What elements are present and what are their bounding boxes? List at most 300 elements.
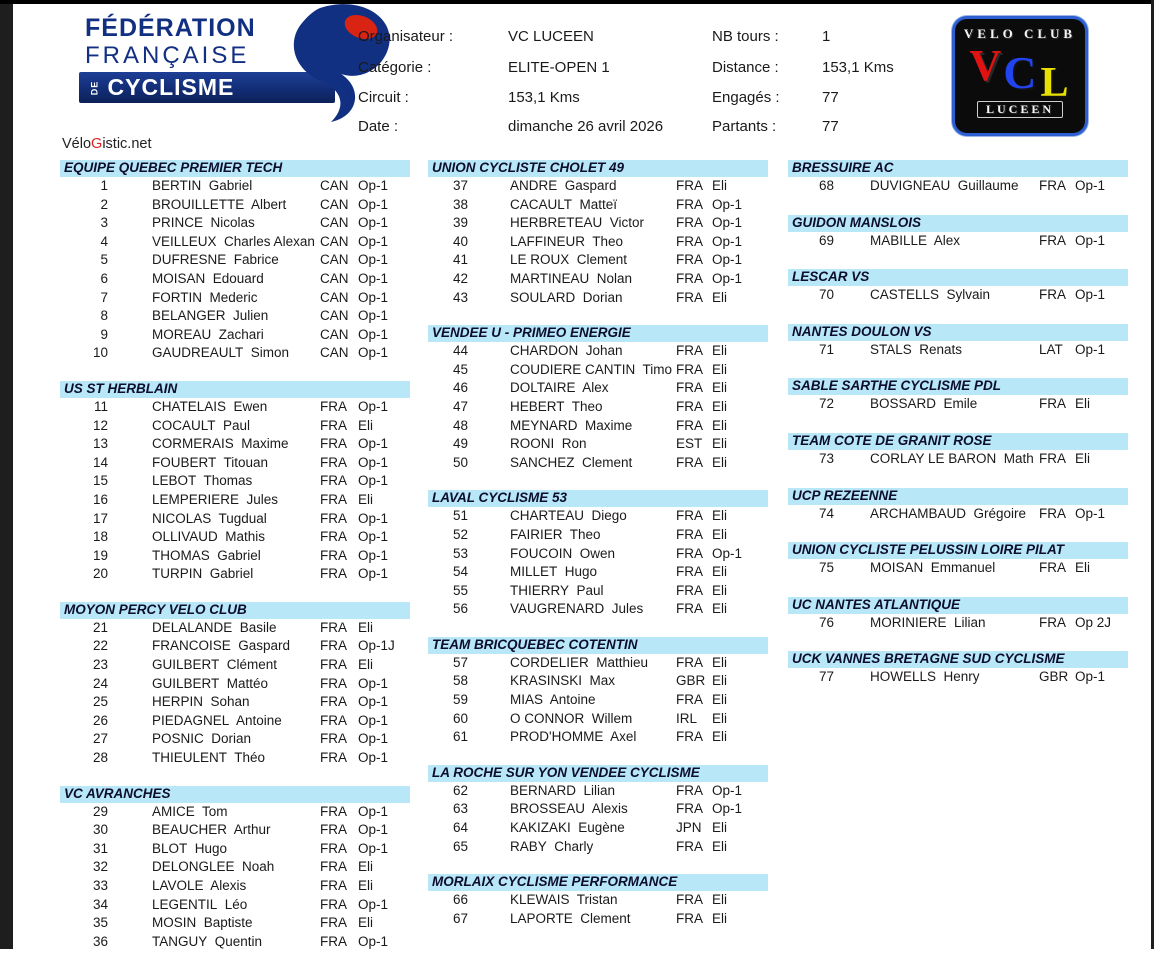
rider-name: GUILBERT Mattéo	[152, 675, 269, 691]
rider-category: Eli	[358, 657, 374, 673]
velogistic-post: istic.net	[102, 136, 152, 152]
rider-category: Eli	[1075, 560, 1091, 576]
rider-bib-number: 16	[92, 491, 108, 507]
rider-category: Eli	[712, 692, 728, 708]
ffc-logo	[55, 8, 355, 123]
rider-category: Eli	[712, 436, 728, 452]
rider-bib-number: 48	[452, 417, 468, 433]
rider-category: Eli	[358, 915, 374, 931]
rider-nationality: FRA	[320, 822, 347, 838]
rider-category: Op-1	[1075, 287, 1106, 303]
rider-row	[788, 505, 1128, 524]
rider-bib-number: 64	[452, 820, 468, 836]
team-name-header: UNION CYCLISTE PELUSSIN LOIRE PILAT	[788, 542, 1128, 559]
rider-name: DELALANDE Basile	[152, 619, 277, 635]
rider-name: LEGENTIL Léo	[152, 896, 248, 912]
team-name-header: LA ROCHE SUR YON VENDEE CYCLISME	[428, 765, 768, 782]
rider-category: Eli	[712, 820, 728, 836]
rider-name: BROSSEAU Alexis	[510, 801, 628, 817]
rider-category: Op-1	[1075, 341, 1106, 357]
rider-category: Op-1	[358, 196, 389, 212]
team-name-header: UNION CYCLISTE CHOLET 49	[428, 160, 768, 177]
team-name-header: SABLE SARTHE CYCLISME PDL	[788, 378, 1128, 395]
roster-column-2	[428, 160, 768, 946]
team-name-header: UCP REZEENNE	[788, 488, 1128, 505]
rider-row	[428, 454, 768, 473]
rider-row	[60, 417, 410, 436]
rider-row	[428, 361, 768, 380]
rider-row	[788, 614, 1128, 633]
rider-row	[60, 840, 410, 859]
circuit-label: Circuit :	[358, 89, 409, 106]
rider-name: TURPIN Gabriel	[152, 566, 254, 582]
rider-category: Op-1	[358, 840, 389, 856]
vcl-velo-club-text: VELO CLUB	[963, 26, 1077, 41]
rider-category: Eli	[712, 910, 728, 926]
rider-bib-number: 52	[452, 526, 468, 542]
rider-row	[428, 398, 768, 417]
rider-category: Op-1	[358, 289, 389, 305]
team-block	[788, 215, 1128, 251]
rider-category: Op-1	[358, 308, 389, 324]
team-name-header: VENDEE U - PRIMEO ENERGIE	[428, 325, 768, 342]
rider-nationality: JPN	[676, 820, 702, 836]
rider-name: BOSSARD Emile	[870, 396, 978, 412]
rider-name: CHARTEAU Diego	[510, 508, 627, 524]
ffc-logo-francaise-text: FRANÇAISE	[85, 42, 250, 69]
rider-name: MARTINEAU Nolan	[510, 270, 633, 286]
rider-row	[788, 668, 1128, 687]
rider-bib-number: 2	[100, 196, 108, 212]
rider-bib-number: 38	[452, 196, 468, 212]
rider-nationality: FRA	[676, 564, 703, 580]
rider-bib-number: 47	[452, 398, 468, 414]
rider-nationality: FRA	[676, 692, 703, 708]
ffc-logo-federation-text: FÉDÉRATION	[85, 14, 256, 42]
rider-nationality: FRA	[320, 840, 347, 856]
rider-category: Eli	[358, 878, 374, 893]
team-block	[788, 160, 1128, 196]
rider-name: FOUBERT Titouan	[152, 454, 269, 470]
rider-name: CHATELAIS Ewen	[152, 398, 268, 414]
rider-bib-number: 36	[92, 933, 108, 949]
rider-nationality: FRA	[676, 343, 703, 359]
rider-category: Op-1	[358, 750, 389, 766]
rider-bib-number: 40	[452, 233, 468, 249]
rider-bib-number: 4	[100, 233, 108, 249]
rider-row	[428, 654, 768, 673]
rider-row	[428, 270, 768, 289]
rider-category: Eli	[712, 673, 728, 689]
rider-bib-number: 37	[452, 178, 468, 193]
rider-row	[788, 450, 1128, 469]
rider-name: STALS Renats	[870, 341, 963, 357]
rider-row	[60, 693, 410, 712]
rider-nationality: CAN	[320, 308, 349, 324]
rider-bib-number: 59	[452, 692, 468, 708]
team-name-header: BRESSUIRE AC	[788, 160, 1128, 177]
ffc-logo-de-text: DE	[89, 80, 100, 95]
rider-name: THIERRY Paul	[510, 582, 604, 598]
rider-category: Eli	[712, 289, 728, 305]
rider-bib-number: 11	[93, 398, 108, 414]
rider-bib-number: 51	[452, 508, 468, 524]
rider-row	[428, 728, 768, 747]
rider-row	[60, 307, 410, 326]
rider-nationality: FRA	[320, 878, 347, 893]
rider-name: BERTIN Gabriel	[152, 178, 253, 193]
rider-category: Op-1	[1075, 232, 1106, 248]
rider-bib-number: 17	[92, 510, 108, 526]
rider-row	[788, 559, 1128, 578]
rider-name: CORDELIER Matthieu	[510, 654, 649, 670]
engages-label: Engagés :	[712, 89, 780, 106]
team-block	[428, 637, 768, 747]
rider-row	[60, 233, 410, 252]
rider-category: Op-1	[712, 233, 743, 249]
team-block	[788, 378, 1128, 414]
rider-nationality: FRA	[320, 915, 347, 931]
rider-category: Op-1	[358, 566, 389, 582]
rider-name: SANCHEZ Clement	[510, 454, 633, 470]
rider-name: LEMPERIERE Jules	[152, 491, 279, 507]
rider-name: MOISAN Emmanuel	[870, 560, 996, 576]
team-name-header: UCK VANNES BRETAGNE SUD CYCLISME	[788, 651, 1128, 668]
rider-bib-number: 30	[92, 822, 108, 838]
categorie-label: Catégorie :	[358, 59, 432, 76]
rider-category: Op-1	[358, 215, 389, 231]
rider-nationality: FRA	[676, 601, 703, 617]
rider-bib-number: 3	[100, 215, 108, 231]
rider-name: MEYNARD Maxime	[510, 417, 633, 433]
rider-bib-number: 13	[92, 436, 108, 452]
rider-nationality: FRA	[676, 380, 703, 396]
rider-row	[428, 233, 768, 252]
team-block	[788, 542, 1128, 578]
rider-category: Op-1	[358, 510, 389, 526]
rider-category: Eli	[712, 178, 728, 193]
rider-row	[60, 547, 410, 566]
rider-category: Eli	[712, 361, 728, 377]
rider-category: Op-1	[358, 803, 389, 819]
window-edge-left	[0, 0, 13, 949]
vcl-initials	[955, 41, 1085, 106]
rider-name: HOWELLS Henry	[870, 669, 980, 685]
velogistic-watermark	[62, 136, 151, 152]
rider-row	[788, 232, 1128, 251]
rider-nationality: FRA	[676, 361, 703, 377]
rider-row	[60, 565, 410, 584]
rider-nationality: FRA	[1039, 287, 1066, 303]
rider-category: Eli	[1075, 396, 1091, 412]
roster-column-1	[60, 160, 410, 969]
rider-bib-number: 35	[92, 915, 108, 931]
rider-name: PIEDAGNEL Antoine	[152, 712, 282, 728]
rider-category: Op-1	[1075, 669, 1106, 685]
rider-nationality: FRA	[1039, 396, 1066, 412]
rider-name: LEBOT Thomas	[152, 473, 253, 489]
rider-name: FAIRIER Theo	[510, 526, 601, 542]
rider-name: HEBERT Theo	[510, 398, 603, 414]
rider-nationality: FRA	[320, 750, 347, 766]
rider-bib-number: 21	[92, 619, 108, 635]
vcl-letter-l: L	[1040, 60, 1069, 106]
vcl-luceen-text: LUCEEN	[977, 101, 1063, 118]
rider-row	[428, 600, 768, 619]
rider-nationality: FRA	[320, 454, 347, 470]
rider-category: Eli	[712, 654, 728, 670]
rider-row	[428, 379, 768, 398]
rider-nationality: FRA	[320, 694, 347, 710]
rider-row	[60, 821, 410, 840]
rider-name: OLLIVAUD Mathis	[152, 529, 266, 545]
rider-name: AMICE Tom	[152, 803, 228, 819]
rider-bib-number: 45	[452, 361, 468, 377]
rider-nationality: FRA	[676, 454, 703, 470]
rider-row	[428, 672, 768, 691]
rider-category: Eli	[358, 619, 374, 635]
rider-bib-number: 68	[818, 178, 834, 193]
rider-name: ROONI Ron	[510, 436, 587, 452]
rider-nationality: FRA	[676, 289, 703, 305]
rider-bib-number: 31	[92, 840, 108, 856]
distance-value: 153,1 Kms	[822, 59, 894, 76]
team-name-header: LESCAR VS	[788, 269, 1128, 286]
rider-category: Eli	[1075, 450, 1091, 466]
rider-nationality: FRA	[676, 545, 703, 561]
rider-nationality: CAN	[320, 289, 349, 305]
ffc-logo-cyclisme-text: CYCLISME	[107, 74, 235, 100]
team-block	[788, 488, 1128, 524]
rider-name: MOREAU Zachari	[152, 326, 264, 342]
rider-name: MIAS Antoine	[510, 692, 596, 708]
rider-category: Op-1	[358, 398, 389, 414]
roster-column-3	[788, 160, 1128, 706]
rider-name: LAFFINEUR Theo	[510, 233, 624, 249]
rider-nationality: CAN	[320, 326, 349, 342]
rider-category: Eli	[358, 417, 374, 433]
rider-name: LAVOLE Alexis	[152, 878, 247, 893]
rider-nationality: FRA	[676, 252, 703, 268]
team-name-header: US ST HERBLAIN	[60, 381, 410, 398]
rider-bib-number: 9	[100, 326, 108, 342]
rider-nationality: FRA	[676, 782, 703, 798]
rider-nationality: FRA	[320, 529, 347, 545]
rider-row	[60, 637, 410, 656]
rider-name: DOLTAIRE Alex	[510, 380, 609, 396]
rider-row	[788, 395, 1128, 414]
rider-category: Op-1	[358, 896, 389, 912]
rider-bib-number: 8	[100, 308, 108, 324]
rider-bib-number: 29	[92, 803, 108, 819]
rider-category: Op-1	[358, 547, 389, 563]
vcl-letter-c: C	[1003, 47, 1037, 98]
rider-nationality: FRA	[320, 566, 347, 582]
rider-row	[788, 286, 1128, 305]
rider-row	[60, 656, 410, 675]
rider-nationality: IRL	[676, 710, 698, 726]
rider-name: COUDIERE CANTIN Timo	[510, 361, 673, 377]
rider-row	[60, 454, 410, 473]
rider-category: Eli	[712, 601, 728, 617]
rider-row	[60, 896, 410, 915]
rider-name: THOMAS Gabriel	[152, 547, 261, 563]
rider-row	[60, 251, 410, 270]
rider-bib-number: 1	[100, 178, 108, 193]
rider-row	[428, 782, 768, 801]
rider-name: VAUGRENARD Jules	[510, 601, 644, 617]
rider-name: O CONNOR Willem	[510, 710, 633, 726]
rider-nationality: EST	[676, 436, 703, 452]
rider-row	[60, 528, 410, 547]
rider-row	[428, 545, 768, 564]
rider-category: Eli	[358, 859, 374, 875]
rider-category: Op-1	[712, 545, 743, 561]
rider-category: Op-1	[358, 233, 389, 249]
rider-category: Eli	[358, 491, 374, 507]
rider-row	[428, 214, 768, 233]
rider-nationality: CAN	[320, 233, 349, 249]
rider-category: Eli	[712, 398, 728, 414]
rider-bib-number: 12	[92, 417, 108, 433]
rider-bib-number: 27	[92, 731, 108, 747]
rider-row	[60, 196, 410, 215]
rider-bib-number: 41	[452, 252, 468, 268]
rider-nationality: CAN	[320, 270, 349, 286]
rider-bib-number: 34	[92, 896, 108, 912]
rider-nationality: CAN	[320, 196, 349, 212]
rider-bib-number: 77	[818, 669, 834, 685]
velogistic-g: G	[91, 136, 103, 152]
rider-row	[60, 435, 410, 454]
rider-nationality: GBR	[1039, 669, 1069, 685]
rider-category: Op-1	[358, 326, 389, 342]
rider-row	[428, 526, 768, 545]
rider-nationality: FRA	[320, 712, 347, 728]
rider-row	[60, 619, 410, 638]
rider-category: Op-1	[358, 345, 389, 361]
rider-name: KAKIZAKI Eugène	[510, 820, 625, 836]
categorie-value: ELITE-OPEN 1	[508, 59, 610, 76]
team-name-header: GUIDON MANSLOIS	[788, 215, 1128, 232]
team-name-header: LAVAL CYCLISME 53	[428, 490, 768, 507]
rider-name: CORLAY LE BARON Math	[870, 450, 1034, 466]
rider-nationality: FRA	[676, 196, 703, 212]
rider-bib-number: 53	[452, 545, 468, 561]
rider-name: DELONGLEE Noah	[152, 859, 275, 875]
rider-row	[428, 251, 768, 270]
team-name-header: TEAM COTE DE GRANIT ROSE	[788, 433, 1128, 450]
rider-row	[60, 491, 410, 510]
rider-nationality: FRA	[320, 398, 347, 414]
rider-bib-number: 26	[92, 712, 108, 728]
rider-category: Op-1	[712, 196, 743, 212]
team-name-header: TEAM BRICQUEBEC COTENTIN	[428, 637, 768, 654]
rider-nationality: FRA	[1039, 450, 1066, 466]
rider-bib-number: 66	[452, 892, 468, 908]
rider-nationality: FRA	[320, 731, 347, 747]
rider-row	[60, 472, 410, 491]
team-name-header: EQUIPE QUEBEC PREMIER TECH	[60, 160, 410, 177]
rider-row	[428, 177, 768, 196]
rider-row	[60, 803, 410, 822]
rider-nationality: FRA	[676, 910, 703, 926]
rider-nationality: FRA	[676, 526, 703, 542]
team-block	[60, 160, 410, 363]
rider-bib-number: 19	[92, 547, 108, 563]
rider-bib-number: 61	[452, 729, 468, 745]
rider-bib-number: 73	[818, 450, 834, 466]
rider-name: CACAULT Matteï	[510, 196, 618, 212]
rider-row	[60, 344, 410, 363]
rider-name: COCAULT Paul	[152, 417, 251, 433]
rider-name: GUILBERT Clément	[152, 657, 278, 673]
team-name-header: VC AVRANCHES	[60, 786, 410, 803]
rider-row	[60, 858, 410, 877]
rider-bib-number: 22	[92, 638, 108, 654]
rider-name: BEAUCHER Arthur	[152, 822, 271, 838]
rider-row	[428, 891, 768, 910]
rider-nationality: CAN	[320, 178, 349, 193]
rider-nationality: FRA	[320, 619, 347, 635]
rider-name: LAPORTE Clement	[510, 910, 631, 926]
rider-bib-number: 15	[92, 473, 108, 489]
rider-category: Eli	[712, 508, 728, 524]
rider-name: HERPIN Sohan	[152, 694, 250, 710]
team-name-header: MOYON PERCY VELO CLUB	[60, 602, 410, 619]
rider-row	[60, 326, 410, 345]
rider-nationality: FRA	[320, 417, 347, 433]
rider-row	[60, 877, 410, 896]
organisateur-value: VC LUCEEN	[508, 28, 594, 45]
rider-bib-number: 33	[92, 878, 108, 893]
rider-category: Op-1J	[358, 638, 395, 654]
rider-bib-number: 32	[92, 859, 108, 875]
rider-name: MORINIERE Lilian	[870, 614, 986, 630]
team-block	[60, 602, 410, 768]
rider-name: RABY Charly	[510, 838, 594, 854]
rider-name: MOISAN Edouard	[152, 270, 264, 286]
team-block	[788, 324, 1128, 360]
rider-category: Op-1	[712, 215, 743, 231]
rider-row	[60, 289, 410, 308]
rider-bib-number: 5	[100, 252, 108, 268]
rider-bib-number: 14	[92, 454, 108, 470]
rider-row	[60, 270, 410, 289]
rider-bib-number: 75	[818, 560, 834, 576]
team-block	[60, 786, 410, 952]
rider-bib-number: 23	[92, 657, 108, 673]
rider-name: FOUCOIN Owen	[510, 545, 616, 561]
rider-category: Eli	[712, 564, 728, 580]
rider-category: Op-1	[358, 529, 389, 545]
rider-category: Op-1	[1075, 178, 1106, 193]
team-block	[428, 325, 768, 472]
rider-row	[428, 289, 768, 308]
rider-name: MILLET Hugo	[510, 564, 598, 580]
rider-nationality: FRA	[676, 801, 703, 817]
rider-category: Eli	[712, 710, 728, 726]
rider-name: FORTIN Mederic	[152, 289, 258, 305]
team-block	[428, 160, 768, 307]
distance-label: Distance :	[712, 59, 779, 76]
rider-row	[788, 341, 1128, 360]
rider-nationality: FRA	[676, 233, 703, 249]
team-block	[788, 269, 1128, 305]
window-edge-top	[0, 0, 1154, 4]
rider-category: Op-1	[358, 270, 389, 286]
rider-nationality: FRA	[676, 838, 703, 854]
